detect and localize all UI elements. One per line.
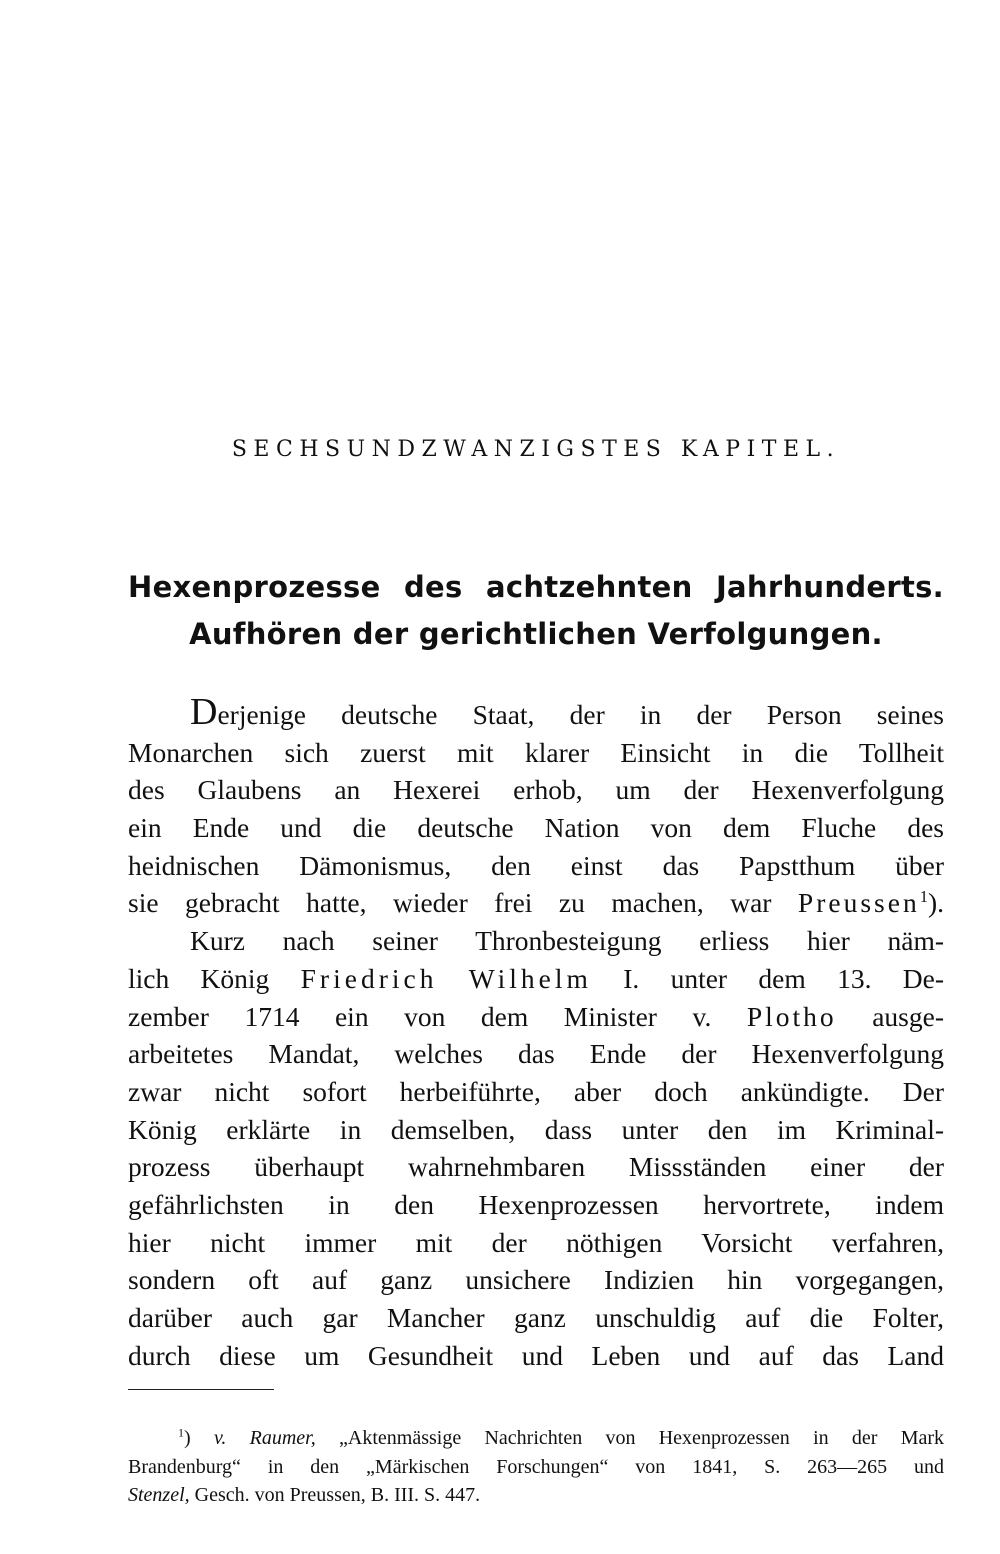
footnote-line: Stenzel, Gesch. von Preussen, B. III. S. 447. <box>128 1484 481 1506</box>
footnote-author: v. Raumer, <box>213 1427 316 1449</box>
footnote-line: $^1$) v. Raumer, „Aktenmässige Nachrichten von Hexenprozessen in der Mark <box>178 1425 945 1449</box>
footnotes <box>128 1424 944 1510</box>
spaced-name: Preussen <box>797 887 920 919</box>
chapter-title-line-1: Hexenprozesse des achtzehnten Jahrhunderts. <box>128 570 944 604</box>
paragraph-2-line: darüber auch gar Mancher ganz unschuldig auf die Folter, <box>128 1302 944 1333</box>
paragraph-2-line: König erklärte in demselben, dass unter den im Kriminal- <box>128 1113 944 1145</box>
paragraph-1-line: Derjenige deutsche Staat, der in der Person seines <box>190 691 944 733</box>
paragraph-2-line: durch diese um Gesundheit und Leben und auf das Land <box>128 1339 944 1371</box>
paragraph-2-line: Kurz nach seiner Thronbesteigung erliess hier näm- <box>190 925 944 957</box>
paragraph-2-line: lich König Friedrich Wilhelm I. unter dem 13. De- <box>128 962 945 994</box>
spaced-name: Friedrich <box>300 962 438 994</box>
chapter-title-line-2: Aufhören der gerichtlichen Verfolgungen. <box>189 617 883 651</box>
paragraph-2-line: sondern oft auf ganz unsichere Indizien hin vorgegangen, <box>128 1264 944 1296</box>
drop-cap: D <box>190 691 218 733</box>
paragraph-1-line: des Glaubens an Hexerei erhob, um der Hexenverfolgung <box>128 774 944 806</box>
paragraph-2-line: hier nicht immer mit der nöthigen Vorsicht verfahren, <box>128 1226 944 1258</box>
footnote-author: Stenzel, <box>128 1484 190 1506</box>
paragraph-1-line: sie gebracht hatte, wieder frei zu machen, war Preussen$^1$). <box>128 887 944 919</box>
paragraph-1-line: ein Ende und die deutsche Nation von dem Fluche des <box>128 812 944 844</box>
chapter-heading: SECHSUNDZWANZIGSTES KAPITEL. <box>231 437 841 462</box>
paragraph-1-line: heidnischen Dämonismus, den einst das Papstthum über <box>128 849 944 881</box>
body-text <box>128 691 945 1374</box>
paragraph-2-line: arbeitetes Mandat, welches das Ende der Hexenverfolgung <box>128 1038 944 1070</box>
footnote-ref[interactable]: 1 <box>919 887 928 907</box>
paragraph-2-line: gefährlichsten in den Hexenprozessen hervortrete, indem <box>128 1188 944 1220</box>
spaced-name: Wilhelm <box>468 962 592 994</box>
paragraph-2-line: zember 1714 ein von dem Minister v. Plotho ausge- <box>128 1000 944 1032</box>
spaced-name: Plotho <box>746 1000 837 1032</box>
paragraph-2-line: zwar nicht sofort herbeiführte, aber doch ankündigte. Der <box>128 1075 944 1107</box>
footnote-divider <box>128 1389 274 1390</box>
footnote-line: Brandenburg“ in den „Märkischen Forschungen“ von 1841, S. 263—265 und <box>128 1455 944 1478</box>
paragraph-1-line: Monarchen sich zuerst mit klarer Einsicht in die Tollheit <box>128 736 944 768</box>
paragraph-2-line: prozess überhaupt wahrnehmbaren Missständen einer der <box>128 1151 944 1183</box>
footnote-marker: 1 <box>178 1425 184 1440</box>
